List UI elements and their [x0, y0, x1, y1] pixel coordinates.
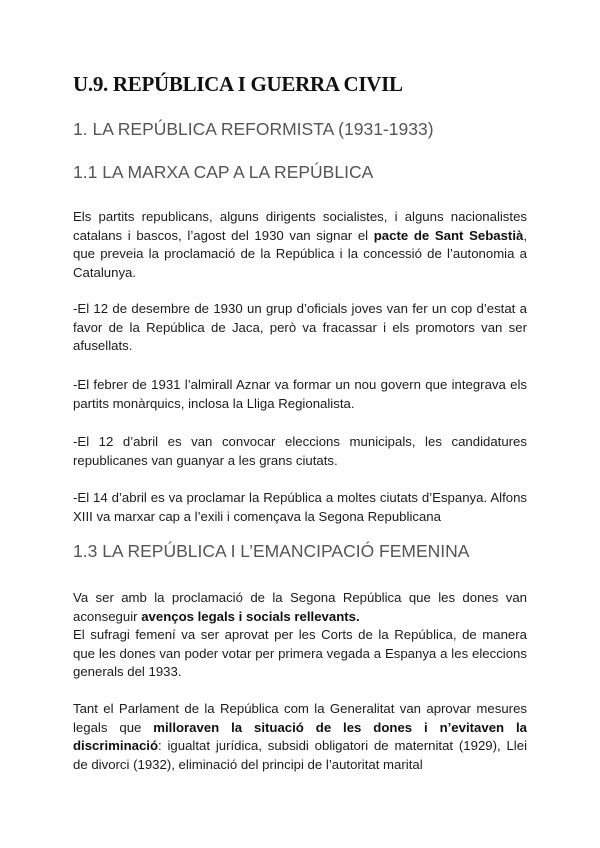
paragraph	[73, 208, 527, 282]
paragraph-text: : igualtat jurídica, subsidi obligatori de maternitat (1929), Llei de divorci (1932), eliminació del principi de l’autoritat marital	[73, 738, 527, 772]
paragraph: -El 14 d’abril es va proclamar la República a moltes ciutats d’Espanya. Alfons XIII va marxar cap a l’exili i començava la Segona Republicana	[73, 490, 527, 524]
bold-term: milloraven la situació de les dones i n’evitaven la discriminació	[73, 719, 527, 754]
bold-term: avenços legals i socials rellevants.	[141, 608, 360, 624]
paragraph-text: Tant el Parlament de la República com la Generalitat van aprovar mesures legals que	[73, 701, 527, 735]
subsection-heading-1-1: 1.1 LA MARXA CAP A LA REPÚBLICA	[73, 162, 374, 182]
document-title: U.9. REPÚBLICA I GUERRA CIVIL	[73, 72, 403, 96]
paragraph	[73, 589, 527, 682]
paragraph-text: Va ser amb la proclamació de la Segona República que les dones van aconseguir	[73, 590, 527, 624]
section-heading: 1. LA REPÚBLICA REFORMISTA (1931-1933)	[73, 119, 434, 139]
paragraph	[73, 700, 527, 774]
paragraph: -El 12 d’abril es van convocar eleccions municipals, les candidatures republicanes van guanyar a les grans ciutats.	[73, 434, 527, 468]
paragraph-text: Els partits republicans, alguns dirigents socialistes, i alguns nacionalistes catalans i bascos, l’agost del 1930 van signar el	[73, 209, 527, 243]
paragraph-text: El sufragi femení va ser aprovat per les Corts de la República, de manera que les dones van poder votar per primera vegada a Espanya a les eleccions generals del 1933.	[73, 627, 527, 680]
paragraph: -El 12 de desembre de 1930 un grup d’oficials joves van fer un cop d’estat a favor de la República de Jaca, però va fracassar i els promotors van ser afusellats.	[73, 301, 527, 354]
paragraph-text: , que preveia la proclamació de la República i la concessió de l’autonomia a Catalunya.	[73, 227, 527, 280]
paragraph: -El febrer de 1931 l’almirall Aznar va formar un nou govern que integrava els partits monàrquics, inclosa la Lliga Regionalista.	[73, 377, 527, 411]
bold-term: pacte de Sant Sebastià	[373, 227, 524, 243]
subsection-heading-1-3: 1.3 LA REPÚBLICA I L’EMANCIPACIÓ FEMENINA	[73, 541, 470, 561]
